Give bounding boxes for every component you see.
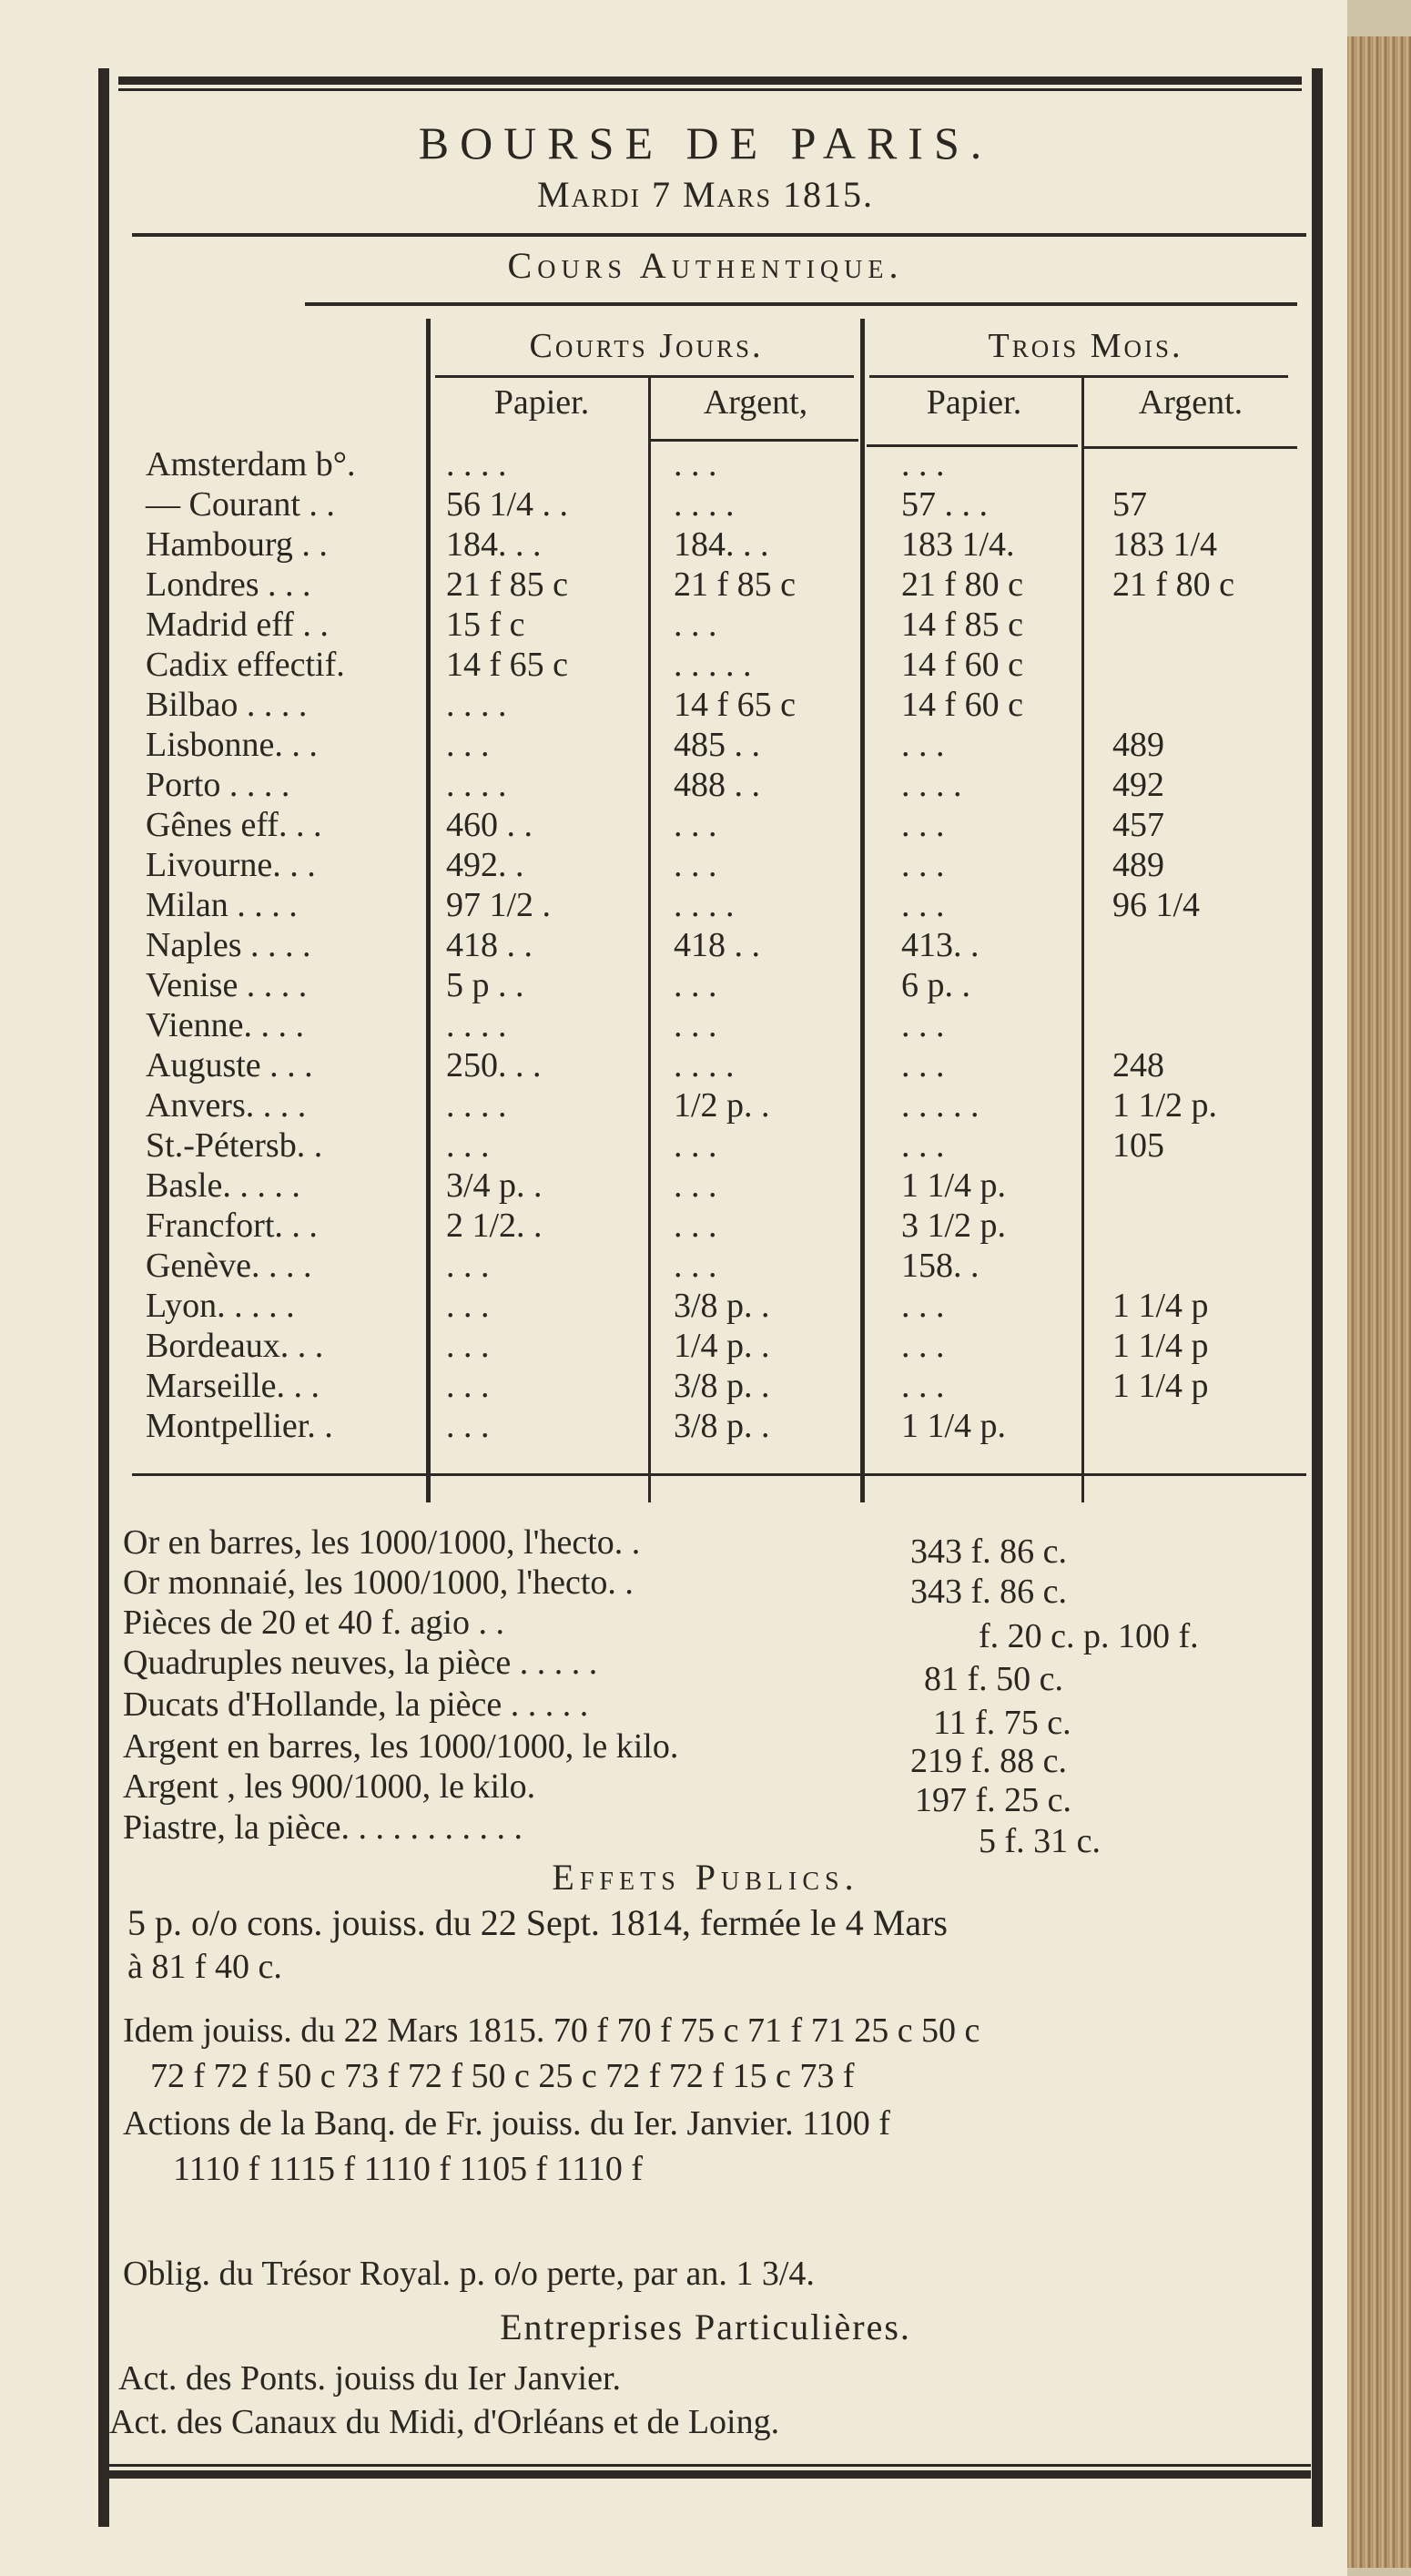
- effets-line: Oblig. du Trésor Royal. p. o/o perte, par an. 1 3/4.: [123, 2255, 815, 2293]
- metal-value: 343 f. 86 c.: [910, 1573, 1068, 1611]
- table-cell: . . .: [674, 606, 717, 644]
- bottom-rule-thin: [100, 2464, 1311, 2467]
- table-cell: . . . . .: [674, 646, 752, 684]
- table-row-place: Lisbonne. . .: [146, 726, 318, 764]
- table-cell: . . . . .: [901, 1086, 980, 1125]
- table-cell: 14 f 60 c: [901, 646, 1024, 684]
- top-rule: [118, 76, 1302, 85]
- table-cell: 1 1/4 p: [1112, 1367, 1209, 1405]
- table-cell: 492: [1112, 766, 1164, 804]
- table-row-place: Bordeaux. . .: [146, 1327, 324, 1365]
- table-row-place: Gênes eff. . .: [146, 806, 322, 844]
- table-cell: . . . .: [674, 1046, 735, 1084]
- table-row-place: Auguste . . .: [146, 1046, 313, 1084]
- table-cell: 184. . .: [674, 525, 769, 564]
- table-row-place: Marseille. . .: [146, 1367, 320, 1405]
- table-cell: 21 f 80 c: [901, 565, 1024, 604]
- table-cell: 183 1/4: [1112, 525, 1218, 564]
- table-row-place: Amsterdam b°.: [146, 445, 356, 484]
- table-cell: 3/8 p. .: [674, 1367, 770, 1405]
- table-row-place: Londres . . .: [146, 565, 311, 604]
- table-cell: . . .: [901, 1327, 945, 1365]
- table-cell: . . .: [901, 886, 945, 924]
- table-cell: . . .: [901, 806, 945, 844]
- table-cell: 418 . .: [674, 926, 760, 964]
- metal-label: Piastre, la pièce. . . . . . . . . . .: [123, 1808, 523, 1847]
- table-cell: 418 . .: [446, 926, 533, 964]
- table-cell: . . .: [446, 1327, 490, 1365]
- table-cell: . . . .: [674, 886, 735, 924]
- table-cell: . . .: [674, 1207, 717, 1245]
- table-cell: . . .: [674, 806, 717, 844]
- table-cell: . . . .: [674, 485, 735, 524]
- table-cell: 183 1/4.: [901, 525, 1015, 564]
- table-cell: 14 f 85 c: [901, 606, 1024, 644]
- table-cell: 14 f 65 c: [674, 686, 797, 724]
- subcol-papier-1: Papier.: [493, 383, 590, 422]
- table-cell: 250. . .: [446, 1046, 542, 1084]
- table-cell: 488 . .: [674, 766, 760, 804]
- table-cell: . . .: [446, 1407, 490, 1445]
- table-row-place: Vienne. . . .: [146, 1006, 304, 1044]
- table-row-place: Cadix effectif.: [146, 646, 345, 684]
- table-row-place: Genève. . . .: [146, 1247, 312, 1285]
- entreprises-line: Act. des Ponts. jouiss du Ier Janvier.: [118, 2359, 622, 2398]
- table-cell: 158. .: [901, 1247, 980, 1285]
- table-cell: 3 1/2 p.: [901, 1207, 1007, 1245]
- table-cell: . . .: [446, 1287, 490, 1325]
- table-cell: . . .: [446, 726, 490, 764]
- table-row-place: Madrid eff . .: [146, 606, 329, 644]
- table-row-place: Lyon. . . . .: [146, 1287, 295, 1325]
- table-cell: 97 1/2 .: [446, 886, 552, 924]
- col-rule-1: [426, 319, 431, 1502]
- metal-label: Pièces de 20 et 40 f. agio . .: [123, 1604, 504, 1642]
- table-cell: 492. .: [446, 846, 524, 884]
- table-cell: 21 f 85 c: [446, 565, 569, 604]
- bottom-rule: [100, 2470, 1311, 2479]
- table-cell: . . . .: [901, 766, 962, 804]
- metal-label: Or monnaié, les 1000/1000, l'hecto. .: [123, 1563, 634, 1602]
- table-cell: . . .: [901, 726, 945, 764]
- table-row-place: Porto . . . .: [146, 766, 290, 804]
- table-cell: 56 1/4 . .: [446, 485, 569, 524]
- table-cell: . . .: [901, 1287, 945, 1325]
- table-row-place: Naples . . . .: [146, 926, 311, 964]
- table-row-place: Anvers. . . .: [146, 1086, 307, 1125]
- table-cell: 3/8 p. .: [674, 1287, 770, 1325]
- table-cell: 1 1/4 p.: [901, 1407, 1007, 1445]
- metal-value: 343 f. 86 c.: [910, 1532, 1068, 1571]
- table-cell: 489: [1112, 726, 1164, 764]
- table-cell: 21 f 85 c: [674, 565, 797, 604]
- col-rule-2: [648, 375, 651, 1502]
- table-cell: . . .: [446, 1247, 490, 1285]
- table-cell: 457: [1112, 806, 1164, 844]
- table-cell: . . . .: [446, 766, 507, 804]
- effets-line: 72 f 72 f 50 c 73 f 72 f 50 c 25 c 72 f 72 f 15 c 73 f: [150, 2057, 855, 2095]
- book-page-edges: [1347, 36, 1411, 2568]
- table-cell: . . . .: [446, 445, 507, 484]
- table-cell: . . .: [674, 1006, 717, 1044]
- table-cell: 6 p. .: [901, 966, 970, 1004]
- section-rule: [305, 302, 1297, 306]
- metal-label: Or en barres, les 1000/1000, l'hecto. .: [123, 1523, 641, 1562]
- entreprises-line: Act. des Canaux du Midi, d'Orléans et de Loing.: [109, 2403, 780, 2441]
- metal-value: 219 f. 88 c.: [910, 1742, 1068, 1780]
- table-cell: . . . .: [446, 1006, 507, 1044]
- metal-label: Ducats d'Hollande, la pièce . . . . .: [123, 1685, 589, 1724]
- effets-line: 5 p. o/o cons. jouiss. du 22 Sept. 1814, fermée le 4 Mars: [127, 1902, 948, 1943]
- group-rule-left: [435, 375, 854, 378]
- table-cell: . . .: [901, 1046, 945, 1084]
- table-cell: . . .: [901, 1367, 945, 1405]
- subcol-rule-3: [1084, 446, 1297, 449]
- table-cell: 1 1/2 p.: [1112, 1086, 1218, 1125]
- metal-value: f. 20 c. p. 100 f.: [979, 1617, 1199, 1655]
- table-cell: . . .: [901, 846, 945, 884]
- section-heading-cours: Cours Authentique.: [507, 245, 904, 286]
- table-cell: 5 p . .: [446, 966, 524, 1004]
- table-cell: 57: [1112, 485, 1147, 524]
- table-cell: 14 f 60 c: [901, 686, 1024, 724]
- table-cell: 57 . . .: [901, 485, 988, 524]
- metal-value: 5 f. 31 c.: [979, 1822, 1101, 1860]
- table-cell: 14 f 65 c: [446, 646, 569, 684]
- table-cell: 460 . .: [446, 806, 533, 844]
- metal-label: Argent en barres, les 1000/1000, le kilo.: [123, 1727, 679, 1766]
- table-cell: 413. .: [901, 926, 980, 964]
- table-cell: . . .: [901, 445, 945, 484]
- header-rule: [132, 233, 1306, 237]
- table-cell: 3/4 p. .: [446, 1166, 543, 1205]
- table-cell: . . .: [674, 1247, 717, 1285]
- effets-line: Actions de la Banq. de Fr. jouiss. du Ier. Janvier. 1100 f: [123, 2104, 890, 2143]
- table-row-place: Bilbao . . . .: [146, 686, 308, 724]
- table-cell: 248: [1112, 1046, 1164, 1084]
- table-row-place: Hambourg . .: [146, 525, 328, 564]
- section-heading-entreprises: Entreprises Particulières.: [500, 2306, 911, 2347]
- table-cell: . . .: [674, 1166, 717, 1205]
- table-cell: 1 1/4 p: [1112, 1327, 1209, 1365]
- metal-value: 81 f. 50 c.: [924, 1660, 1064, 1698]
- table-row-place: St.-Pétersb. .: [146, 1126, 323, 1165]
- metal-label: Quadruples neuves, la pièce . . . . .: [123, 1644, 598, 1682]
- table-cell: 184. . .: [446, 525, 542, 564]
- table-cell: 15 f c: [446, 606, 525, 644]
- group-rule-right: [869, 375, 1288, 378]
- col-rule-3: [860, 319, 865, 1502]
- table-cell: 485 . .: [674, 726, 760, 764]
- top-rule-thin: [118, 88, 1302, 91]
- table-cell: . . .: [901, 1006, 945, 1044]
- group-trois-mois: Trois Mois.: [988, 327, 1183, 365]
- table-row-place: — Courant . .: [146, 485, 335, 524]
- table-row-place: Francfort. . .: [146, 1207, 318, 1245]
- table-row-place: Basle. . . . .: [146, 1166, 300, 1205]
- table-cell: . . .: [446, 1367, 490, 1405]
- effets-line: Idem jouiss. du 22 Mars 1815. 70 f 70 f 75 c 71 f 71 25 c 50 c: [123, 2011, 980, 2050]
- date-line: Mardi 7 Mars 1815.: [536, 174, 875, 215]
- metal-value: 197 f. 25 c.: [915, 1781, 1072, 1819]
- table-cell: 489: [1112, 846, 1164, 884]
- table-cell: 1 1/4 p: [1112, 1287, 1209, 1325]
- table-cell: 21 f 80 c: [1112, 565, 1235, 604]
- table-cell: 105: [1112, 1126, 1164, 1165]
- table-row-place: Montpellier. .: [146, 1407, 333, 1445]
- table-cell: 3/8 p. .: [674, 1407, 770, 1445]
- metal-value: 11 f. 75 c.: [933, 1704, 1071, 1742]
- subcol-rule-1: [651, 439, 858, 442]
- col-rule-4: [1081, 375, 1084, 1502]
- table-cell: 1/4 p. .: [674, 1327, 770, 1365]
- subcol-argent-1: Argent,: [703, 383, 808, 422]
- table-cell: . . . .: [446, 686, 507, 724]
- table-cell: . . . .: [446, 1086, 507, 1125]
- table-row-place: Livourne. . .: [146, 846, 316, 884]
- table-cell: 1/2 p. .: [674, 1086, 770, 1125]
- subcol-papier-2: Papier.: [926, 383, 1022, 422]
- metal-label: Argent , les 900/1000, le kilo.: [123, 1767, 536, 1806]
- section-heading-effets: Effets Publics.: [552, 1857, 859, 1898]
- table-row-place: Milan . . . .: [146, 886, 298, 924]
- table-cell: 96 1/4: [1112, 886, 1201, 924]
- table-cell: . . .: [901, 1126, 945, 1165]
- table-cell: . . .: [446, 1126, 490, 1165]
- table-cell: . . .: [674, 966, 717, 1004]
- table-cell: . . .: [674, 1126, 717, 1165]
- table-cell: . . .: [674, 846, 717, 884]
- page-title: BOURSE DE PARIS.: [418, 117, 993, 168]
- table-row-place: Venise . . . .: [146, 966, 308, 1004]
- table-cell: 1 1/4 p.: [901, 1166, 1007, 1205]
- group-courts-jours: Courts Jours.: [529, 327, 764, 365]
- effets-line: 1110 f 1115 f 1110 f 1105 f 1110 f: [173, 2150, 644, 2188]
- table-bottom-rule: [132, 1473, 1306, 1476]
- subcol-rule-2: [867, 444, 1078, 447]
- table-cell: . . .: [674, 445, 717, 484]
- effets-line: à 81 f 40 c.: [127, 1948, 282, 1986]
- table-cell: 2 1/2. .: [446, 1207, 543, 1245]
- subcol-argent-2: Argent.: [1138, 383, 1244, 422]
